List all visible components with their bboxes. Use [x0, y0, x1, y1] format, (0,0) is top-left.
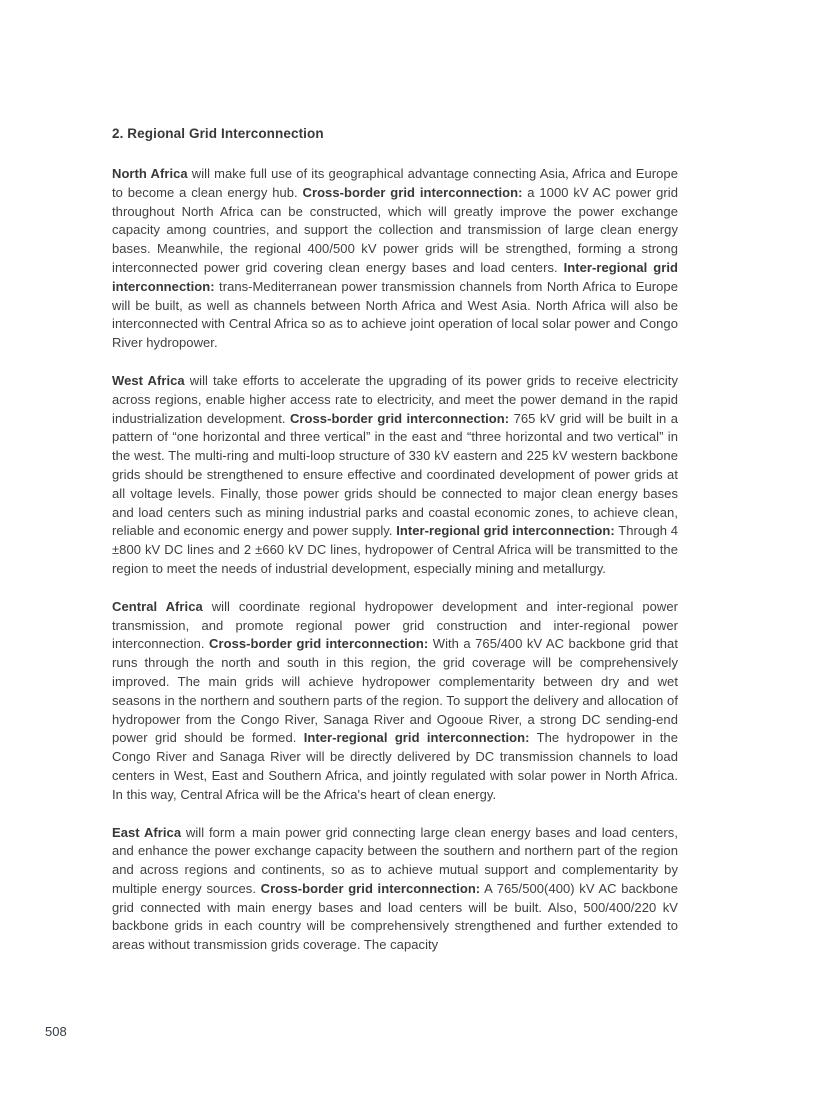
bold-run: North Africa — [112, 166, 188, 181]
text-run: Through 4 ±800 kV DC lines and 2 ±660 kV DC lines, hydropower of Central Africa will be transmitted to the region to meet the needs of industrial development, especially mining and metallurgy. — [112, 523, 678, 576]
paragraphs — [112, 165, 678, 955]
bold-run: Inter-regional grid interconnection: — [112, 259, 678, 294]
text-run: will make full use of its geographical advantage connecting Asia, Africa and Europe to become a clean energy hub. — [112, 166, 678, 200]
bold-run: Inter-regional grid interconnection: — [396, 523, 615, 539]
bold-run: Central Africa — [112, 598, 203, 614]
paragraph — [112, 165, 678, 353]
bold-run: Inter-regional grid interconnection: — [303, 730, 530, 746]
text-run: trans-Mediterranean power transmission channels from North Africa to Europe will be built, as well as channels between North Africa and West Asia. North Africa will also be interconnected with Central Africa so as to achieve joint operation of local solar power and Congo River hydropower. — [112, 278, 678, 351]
bold-run: Cross-border grid interconnection: — [260, 880, 481, 896]
text-run: A 765/500(400) kV AC backbone grid connected with main energy bases and load centers will be built. Also, 500/400/220 kV backbone grids in each country will be comprehensively strengthened and further extended to areas without transmission grids coverage. The capacity — [112, 880, 678, 953]
paragraph — [112, 372, 678, 579]
bold-run: East Africa — [112, 824, 182, 840]
paragraph — [112, 598, 678, 805]
text-block — [112, 126, 678, 974]
bold-run: Cross-border grid interconnection: — [289, 410, 510, 426]
text-run: will coordinate regional hydropower development and inter-regional power transmission, and promote regional power grid construction and inter-regional power interconnection. — [112, 598, 678, 652]
bold-run: Cross-border grid interconnection: — [209, 636, 429, 652]
section-heading: 2. Regional Grid Interconnection — [112, 126, 324, 141]
text-run: will form a main power grid connecting large clean energy bases and load centers, and enhance the power exchange capacity between the southern and northern part of the region and across regions and continents, so as to achieve mutual support and complementarity by multiple energy sources. — [112, 824, 678, 896]
text-run: 765 kV grid will be built in a pattern of “one horizontal and three vertical” in the east and “three horizontal and two vertical” in the west. The multi-ring and multi-loop structure of 330 kV eastern and 225 kV western backbone grids should be strengthened to ensure effective and coordinated development of power grids at all voltage levels. Finally, those power grids should be connected to major clean energy bases and load centers such as mining industrial parks and coastal economic zones, to achieve clean, reliable and economic energy and power supply. — [112, 410, 678, 539]
paragraph — [112, 824, 678, 956]
bold-run: Cross-border grid interconnection: — [302, 184, 523, 200]
page-number: 508 — [45, 1024, 67, 1039]
text-run: With a 765/400 kV AC backbone grid that runs through the north and south in this region, the grid coverage will be comprehensively improved. The main grids will achieve hydropower complementarity between dry and wet seasons in the northern and southern parts of the region. To support the delivery and allocation of hydropower from the Congo River, Sanaga River and Ogooue River, a strong DC sending-end power grid should be formed. — [112, 636, 678, 746]
text-run: a 1000 kV AC power grid throughout North Africa can be constructed, which will greatly improve the power exchange capacity among countries, and support the collection and transmission of large clean energy bases. Meanwhile, the regional 400/500 kV power grids will be strengthed, forming a strong interconnected power grid covering clean energy bases and load centers. — [112, 184, 678, 275]
bold-run: West Africa — [112, 372, 185, 388]
text-run: The hydropower in the Congo River and Sanaga River will be directly delivered by DC transmission channels to load centers in West, East and Southern Africa, and jointly regulated with solar power in North Africa. In this way, Central Africa will be the Africa's heart of clean energy. — [112, 730, 678, 802]
text-run: will take efforts to accelerate the upgrading of its power grids to receive electricity across regions, enable higher access rate to electricity, and meet the power demand in the rapid industrialization development. — [112, 372, 678, 426]
